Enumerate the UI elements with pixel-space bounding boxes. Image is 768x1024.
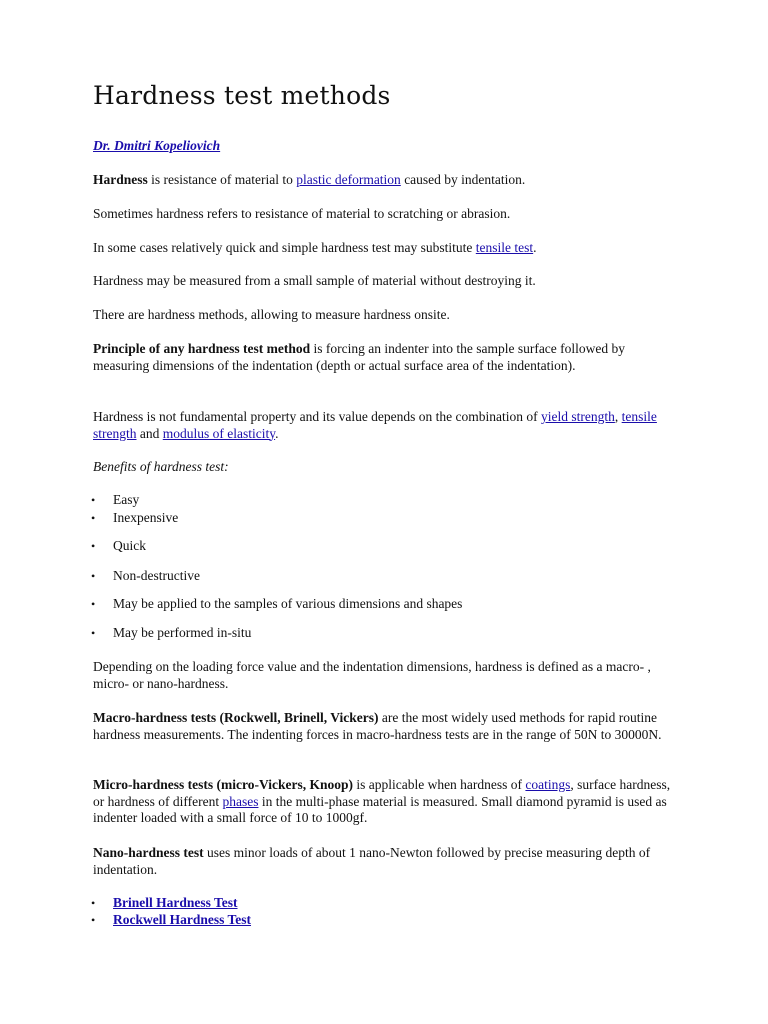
paragraph-scratching: Sometimes hardness refers to resistance of material to scratching or abrasion. — [93, 206, 511, 221]
paragraph-small-sample: Hardness may be measured from a small sample of material without destroying it. — [93, 273, 536, 288]
text-span: Hardness is not fundamental property and its value depends on the combination of — [93, 409, 542, 424]
plastic-deformation-link[interactable]: plastic deformation — [296, 172, 401, 187]
text-span: is resistance of material to — [147, 172, 297, 187]
paragraph-principle — [93, 341, 678, 374]
author-link[interactable]: Dr. Dmitri Kopeliovich — [93, 138, 221, 153]
bold-term: Micro-hardness tests (micro-Vickers, Knoop) — [93, 777, 353, 792]
text-span: . — [533, 240, 537, 255]
bold-term: Hardness — [93, 172, 148, 187]
paragraph-fundamental — [93, 409, 678, 442]
tensile-test-link[interactable]: tensile test — [475, 240, 534, 255]
paragraph-onsite: There are hardness methods, allowing to measure hardness onsite. — [93, 307, 450, 322]
tensile-strength-link[interactable]: tensile strength — [93, 409, 657, 441]
modulus-of-elasticity-link[interactable]: modulus of elasticity — [162, 425, 276, 441]
paragraph-tensile — [93, 240, 678, 257]
yield-strength-link[interactable]: yield strength — [541, 409, 615, 424]
paragraph-hardness-definition — [93, 172, 678, 189]
text-span: is applicable when hardness of — [352, 777, 526, 792]
text-span: are the most widely used methods for rapid routine hardness measurements. The indenting forces in macro-hardness tests are in the range of 50N to 30000N. — [93, 710, 662, 742]
brinell-hardness-test-link[interactable]: Brinell Hardness Test — [113, 895, 238, 910]
text-span: , surface hardness, or hardness of different — [93, 777, 671, 809]
list-item — [113, 895, 238, 912]
text-span: and — [136, 425, 163, 441]
phases-link[interactable]: phases — [222, 793, 259, 809]
bold-term: Macro-hardness tests (Rockwell, Brinell, Vickers) — [93, 710, 379, 725]
list-item: • Quick — [113, 538, 146, 555]
bold-term: Nano-hardness test — [93, 845, 204, 860]
list-item: • Easy — [113, 492, 139, 509]
benefits-heading: Benefits of hardness test: — [93, 459, 229, 474]
text-span: is forcing an indenter into the sample surface followed by measuring dimensions of the indentation (depth or actual surface area of the indentation). — [93, 341, 626, 373]
list-item — [113, 912, 251, 929]
list-item: • Non-destructive — [113, 568, 200, 585]
text-span: in the multi-phase material is measured. Small diamond pyramid is used as indenter loaded with a small force of 10 to 1000gf. — [93, 793, 667, 826]
bold-term: Principle of any hardness test method — [93, 341, 311, 356]
author-paragraph — [93, 138, 678, 155]
text-span: . — [275, 425, 279, 441]
page-title: Hardness test methods — [93, 81, 391, 110]
paragraph-macro-hardness — [93, 710, 678, 743]
paragraph-loading-force: Depending on the loading force value and the indentation dimensions, hardness is defined as a macro- , micro- or nano-hardness. — [93, 659, 651, 691]
text-span: In some cases relatively quick and simple hardness test may substitute — [93, 240, 476, 255]
text-span: , — [614, 409, 622, 424]
text-span: uses minor loads of about 1 nano-Newton followed by precise measuring depth of indentation. — [93, 845, 651, 877]
paragraph-nano-hardness — [93, 845, 678, 878]
list-item: • Inexpensive — [113, 510, 178, 527]
coatings-link[interactable]: coatings — [525, 777, 571, 792]
list-item: • May be applied to the samples of various dimensions and shapes — [113, 596, 462, 613]
rockwell-hardness-test-link[interactable]: Rockwell Hardness Test — [113, 912, 252, 927]
paragraph-micro-hardness — [93, 777, 678, 827]
list-item: • May be performed in-situ — [113, 625, 251, 642]
text-span: caused by indentation. — [400, 172, 526, 187]
